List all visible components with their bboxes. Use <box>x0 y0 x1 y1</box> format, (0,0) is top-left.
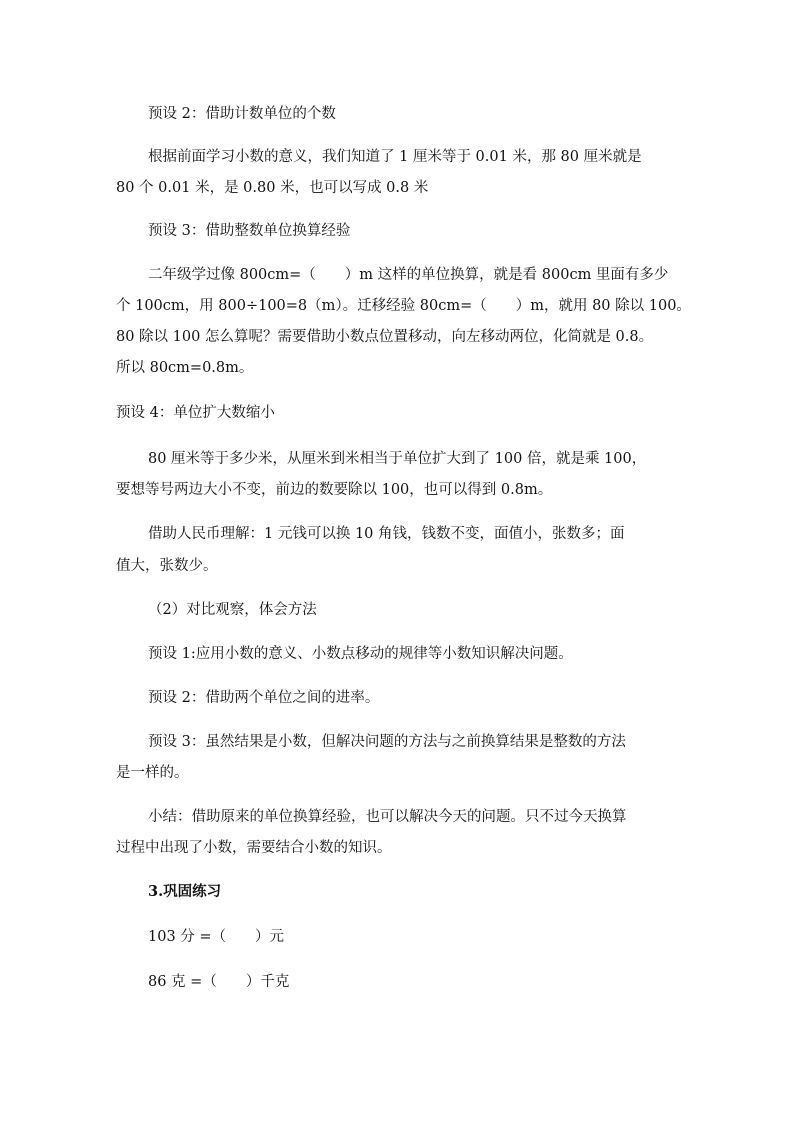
preset-3-heading: 预设 3：借助整数单位换算经验 <box>148 223 351 239</box>
paragraph-line: 过程中出现了小数，需要结合小数的知识。 <box>116 840 392 856</box>
paragraph-line: 是一样的。 <box>116 765 189 781</box>
practice-heading: 3.巩固练习 <box>148 883 222 900</box>
paragraph-line: 二年级学过像 800cm=（ ）m 这样的单位换算，就是看 800cm 里面有多少 <box>148 267 669 283</box>
preset-4-heading: 预设 4：单位扩大数缩小 <box>116 405 275 421</box>
paragraph-line: 要想等号两边大小不变，前边的数要除以 100，也可以得到 0.8m。 <box>116 482 553 498</box>
paragraph-line: 预设 2：借助两个单位之间的进率。 <box>148 690 380 706</box>
preset-2-heading: 预设 2：借助计数单位的个数 <box>148 106 336 122</box>
exercise-line: 86 克 =（ ）千克 <box>148 974 290 990</box>
paragraph-line: 80 厘米等于多少米，从厘米到米相当于单位扩大到了 100 倍，就是乘 100， <box>148 451 647 467</box>
paragraph-line: 值大，张数少。 <box>116 558 218 574</box>
paragraph-line: 预设 1:应用小数的意义、小数点移动的规律等小数知识解决问题。 <box>148 646 573 662</box>
paragraph-line: 预设 3：虽然结果是小数，但解决问题的方法与之前换算结果是整数的方法 <box>148 734 626 750</box>
section-heading: （2）对比观察，体会方法 <box>148 602 317 618</box>
paragraph-line: 80 个 0.01 米，是 0.80 米，也可以写成 0.8 米 <box>116 180 429 196</box>
paragraph-line: 根据前面学习小数的意义，我们知道了 1 厘米等于 0.01 米，那 80 厘米就是 <box>148 149 642 165</box>
paragraph-line: 小结：借助原来的单位换算经验，也可以解决今天的问题。只不过今天换算 <box>148 809 627 825</box>
exercise-line: 103 分 =（ ）元 <box>148 929 285 945</box>
paragraph-line: 80 除以 100 怎么算呢？需要借助小数点位置移动，向左移动两位，化简就是 0.8。 <box>116 329 654 345</box>
paragraph-line: 借助人民币理解：1 元钱可以换 10 角钱，钱数不变，面值小，张数多；面 <box>148 526 625 542</box>
paragraph-line: 个 100cm，用 800÷100=8（m）。迁移经验 80cm=（ ）m，就用 80 除以 100。 <box>116 298 691 314</box>
paragraph-line: 所以 80cm=0.8m。 <box>116 360 254 376</box>
